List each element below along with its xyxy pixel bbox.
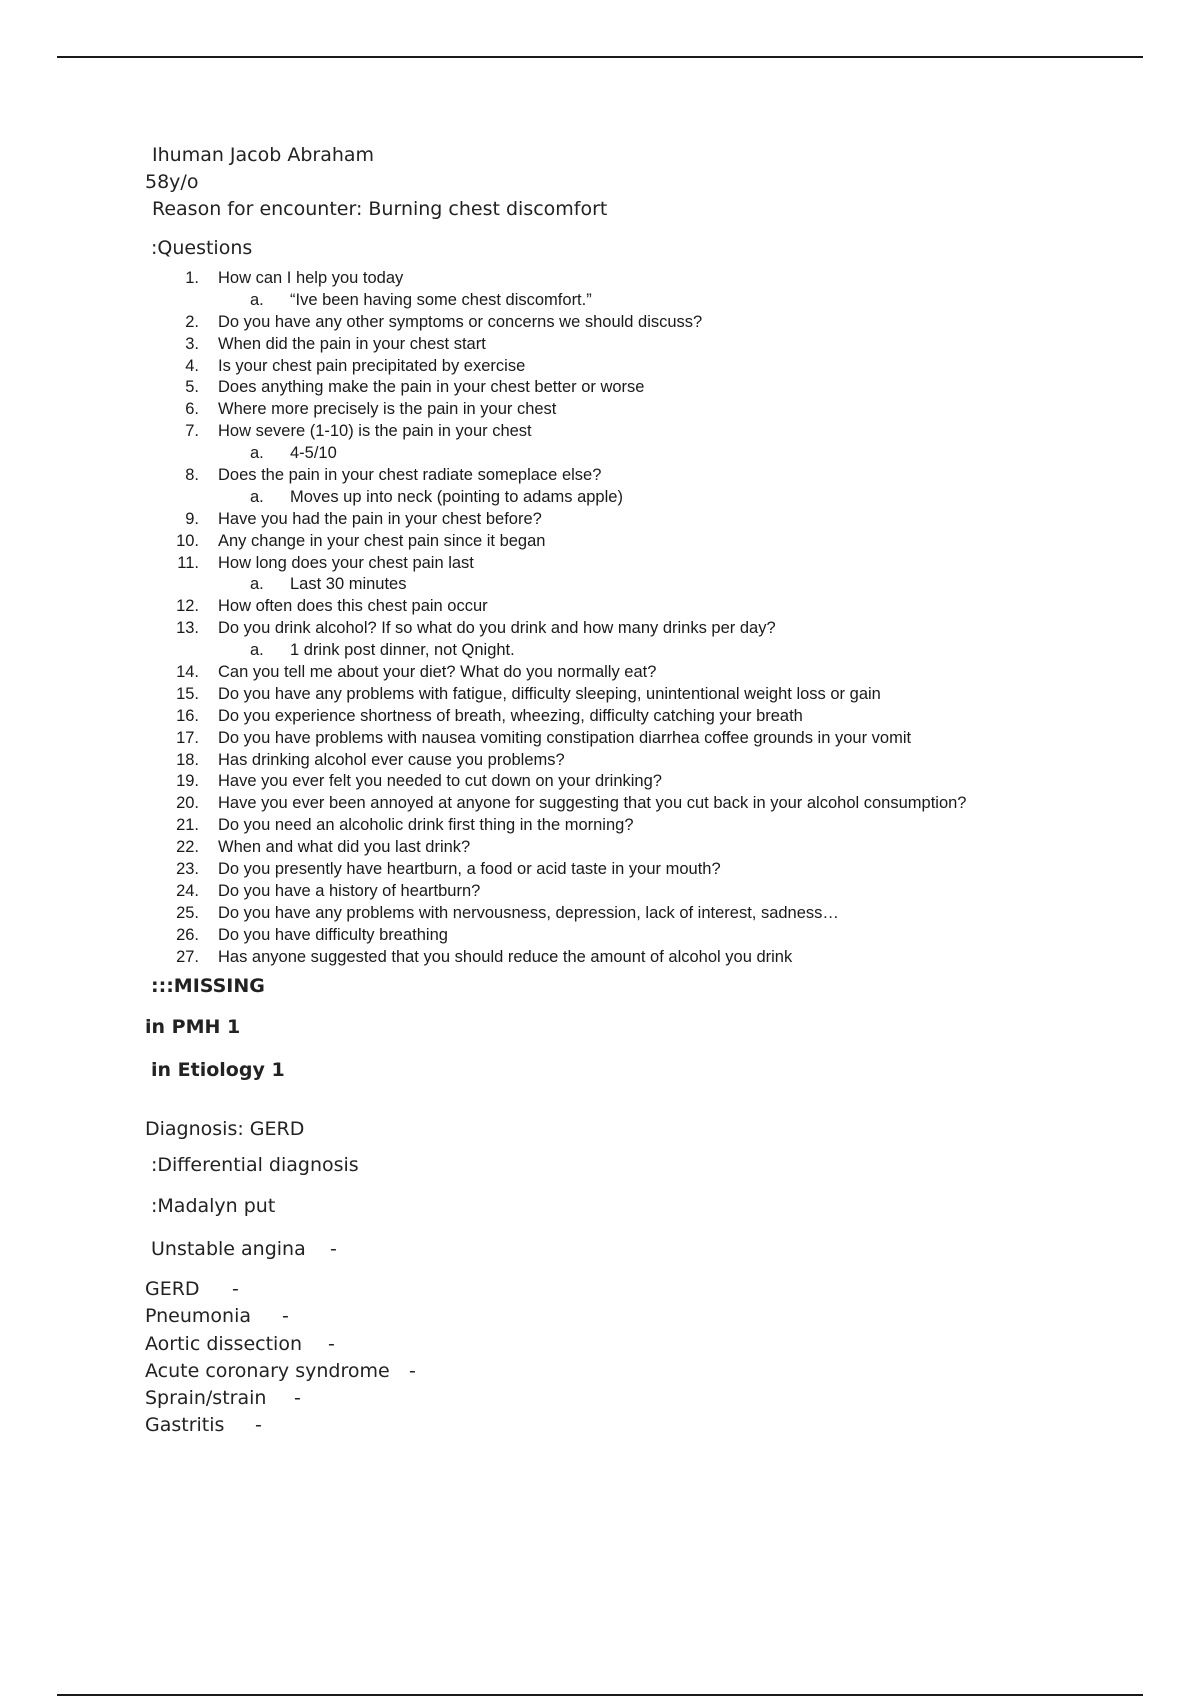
question-number: 5. — [185, 378, 199, 397]
question-number: 1. — [185, 269, 199, 287]
question-number: 22. — [176, 838, 199, 857]
question-number: a. — [250, 575, 264, 594]
question-text: Do you have any other symptoms or concerns we should discuss? — [218, 312, 703, 331]
question-number: 3. — [185, 334, 199, 353]
question-number: 26. — [176, 925, 199, 944]
question-text: Does anything make the pain in your chest better or worse — [218, 378, 645, 397]
question-text: Can you tell me about your diet? What do you normally eat? — [218, 663, 657, 682]
question-number: a. — [250, 290, 264, 309]
question-number: a. — [250, 641, 264, 660]
question-text: Does the pain in your chest radiate someplace else? — [218, 466, 602, 485]
question-number: 8. — [185, 466, 199, 485]
question-text: Do you need an alcoholic drink first thing in the morning? — [218, 816, 634, 835]
question-number: 6. — [185, 400, 199, 419]
question-text: Do you presently have heartburn, a food or acid taste in your mouth? — [218, 860, 721, 879]
question-text: How severe (1-10) is the pain in your chest — [218, 422, 532, 441]
differential-dash: - — [232, 1278, 239, 1300]
question-number: 7. — [185, 422, 199, 441]
question-number: 13. — [176, 619, 199, 638]
question-number: 18. — [176, 750, 199, 769]
question-text: 1 drink post dinner, not Qnight. — [290, 641, 515, 660]
differential-label: Gastritis — [145, 1414, 225, 1437]
question-number: 9. — [185, 509, 199, 528]
differential-label: Aortic dissection — [145, 1332, 302, 1355]
question-number: 11. — [177, 553, 199, 572]
madalyn-put: :Madalyn put — [151, 1195, 276, 1217]
question-text: Do you experience shortness of breath, wheezing, difficulty catching your breath — [218, 706, 803, 725]
question-number: 14. — [176, 663, 199, 682]
question-text: “Ive been having some chest discomfort.” — [290, 290, 592, 309]
question-number: 27. — [176, 947, 199, 966]
question-text: Has drinking alcohol ever cause you problems? — [218, 750, 565, 769]
question-text: 4-5/10 — [290, 444, 337, 463]
differential-label: Sprain/strain — [145, 1387, 267, 1410]
question-number: 23. — [176, 860, 199, 879]
differential-label: Pneumonia — [145, 1305, 251, 1328]
differential-label: Acute coronary syndrome — [145, 1359, 390, 1382]
question-text: Have you had the pain in your chest before? — [218, 509, 542, 528]
bottom-rule — [57, 1694, 1143, 1696]
differential-dash: - — [328, 1332, 335, 1355]
question-text: Is your chest pain precipitated by exercise — [218, 356, 526, 375]
question-text: Do you have any problems with nervousness, depression, lack of interest, sadness… — [218, 903, 839, 922]
question-text: How long does your chest pain last — [218, 553, 474, 572]
question-text: Has anyone suggested that you should reduce the amount of alcohol you drink — [218, 947, 793, 966]
question-text: Do you have a history of heartburn? — [218, 881, 481, 900]
question-text: Have you ever been annoyed at anyone for suggesting that you cut back in your alcohol consumption? — [218, 794, 967, 813]
question-text: How can I help you today — [218, 269, 404, 287]
questions-heading: :Questions — [151, 237, 253, 259]
question-text: Moves up into neck (pointing to adams apple) — [290, 487, 623, 506]
differential-label: Unstable angina — [151, 1238, 306, 1260]
encounter-reason: Reason for encounter: Burning chest discomfort — [152, 198, 608, 220]
patient-name: Ihuman Jacob Abraham — [152, 144, 375, 166]
differential-dash: - — [255, 1414, 262, 1437]
question-text: Where more precisely is the pain in your chest — [218, 400, 557, 419]
question-text: Any change in your chest pain since it began — [218, 531, 546, 550]
question-text: Do you have problems with nausea vomiting constipation diarrhea coffee grounds in your vomit — [218, 728, 912, 747]
differential-dash: - — [282, 1305, 289, 1328]
question-text: Do you drink alcohol? If so what do you drink and how many drinks per day? — [218, 619, 776, 638]
question-text: Do you have difficulty breathing — [218, 925, 448, 944]
differential-dash: - — [294, 1387, 301, 1410]
top-rule — [57, 56, 1143, 58]
question-number: 12. — [176, 597, 199, 616]
question-number: 10. — [176, 531, 199, 550]
question-number: 16. — [176, 706, 199, 725]
question-text: Have you ever felt you needed to cut down on your drinking? — [218, 772, 662, 791]
question-number: a. — [250, 444, 264, 463]
differential-dash: - — [409, 1359, 416, 1382]
question-number: 2. — [185, 312, 199, 331]
missing-etiology: in Etiology 1 — [151, 1059, 285, 1081]
question-text: When and what did you last drink? — [218, 838, 471, 857]
differential-dash: - — [330, 1238, 337, 1260]
question-number: 4. — [185, 356, 199, 375]
differential-heading: :Differential diagnosis — [151, 1154, 359, 1176]
question-number: 20. — [176, 794, 199, 813]
question-text: How often does this chest pain occur — [218, 597, 488, 616]
question-number: 25. — [176, 903, 199, 922]
patient-age: 58y/o — [145, 171, 199, 193]
question-number: 19. — [176, 772, 199, 791]
patient-header — [145, 142, 607, 223]
question-number: 24. — [176, 881, 199, 900]
missing-pmh: in PMH 1 — [145, 1016, 241, 1038]
question-number: a. — [250, 487, 264, 506]
question-number: 15. — [176, 684, 199, 703]
diagnosis: Diagnosis: GERD — [145, 1118, 305, 1140]
question-text: Last 30 minutes — [290, 575, 407, 594]
question-number: 17. — [176, 728, 199, 747]
question-text: When did the pain in your chest start — [218, 334, 486, 353]
question-number: 21. — [176, 816, 199, 835]
question-text: Do you have any problems with fatigue, difficulty sleeping, unintentional weight loss or gain — [218, 684, 881, 703]
differential-label: GERD — [145, 1278, 200, 1300]
missing-heading: :::MISSING — [151, 975, 265, 997]
